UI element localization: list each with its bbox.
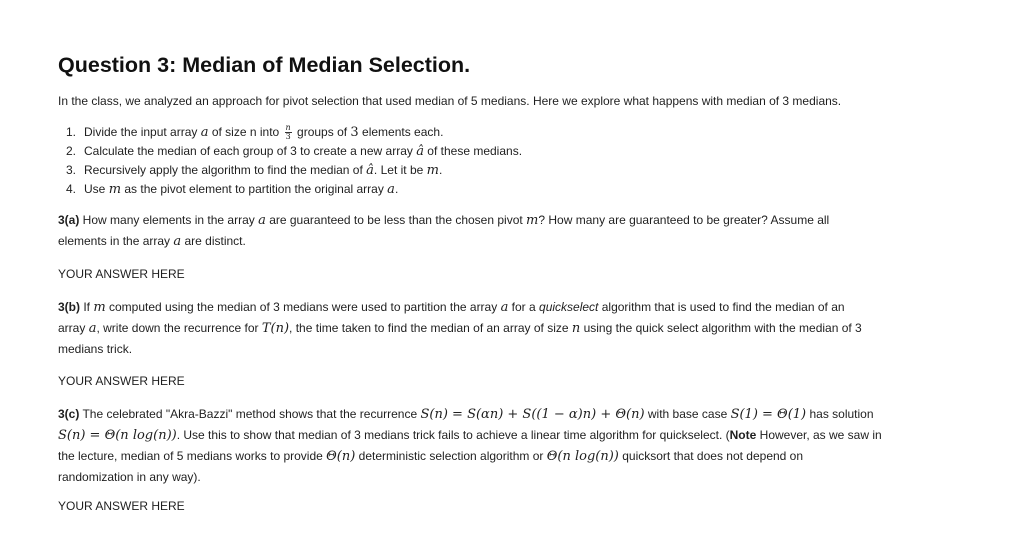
question-3b-line-2: array a, write down the recurrence for T(n), the time taken to find the median of an array of size n using the quick select algorithm with the median of 3 <box>58 321 862 336</box>
list-item: 1. Divide the input array a of size n into $\frac{n}{3}$ groups of 3 elements each. <box>66 123 444 142</box>
list-item: 4. Use m as the pivot element to partition the original array a. <box>66 182 399 197</box>
question-3c-line-2: S(n) = Θ(n log(n)). Use this to show that median of 3 medians trick fails to achieve a linear time algorithm for quickselect. (Note However, as we saw in <box>58 428 882 443</box>
question-title: Question 3: Median of Median Selection. <box>58 53 471 77</box>
list-item: 3. Recursively apply the algorithm to find the median of â. Let it be m. <box>66 163 443 178</box>
fraction-n-over-3: $\frac{n}{3}$ <box>285 123 291 142</box>
question-3b-line-1: 3(b) If m computed using the median of 3 medians were used to partition the array a for a quickselect algorithm that is used to find the median of an <box>58 300 845 315</box>
answer-placeholder-3c: YOUR ANSWER HERE <box>58 499 185 513</box>
question-3c-line-4: randomization in any way). <box>58 470 201 484</box>
question-3c-line-1: 3(c) The celebrated "Akra-Bazzi" method shows that the recurrence S(n) = S(αn) + S((1 − α)n) + Θ(n) with base case S(1) = Θ(1) has solution <box>58 407 874 422</box>
question-3a-line-1: 3(a) How many elements in the array a are guaranteed to be less than the chosen pivot m? How many are guaranteed to be greater? Assume all <box>58 213 830 228</box>
steps-list <box>58 123 522 199</box>
list-item: 2. Calculate the median of each group of 3 to create a new array â of these medians. <box>66 144 523 159</box>
question-3a-line-2: elements in the array a are distinct. <box>58 234 246 249</box>
answer-placeholder-3a: YOUR ANSWER HERE <box>58 267 185 281</box>
question-3b-line-3: medians trick. <box>58 342 133 356</box>
question-3c-line-3: the lecture, median of 5 medians works to provide Θ(n) deterministic selection algorithm or Θ(n log(n)) quicksort that does not depend on <box>58 449 804 464</box>
answer-placeholder-3b: YOUR ANSWER HERE <box>58 374 185 388</box>
intro-text: In the class, we analyzed an approach for pivot selection that used median of 5 medians. Here we explore what happens with median of 3 medians. <box>58 94 842 108</box>
